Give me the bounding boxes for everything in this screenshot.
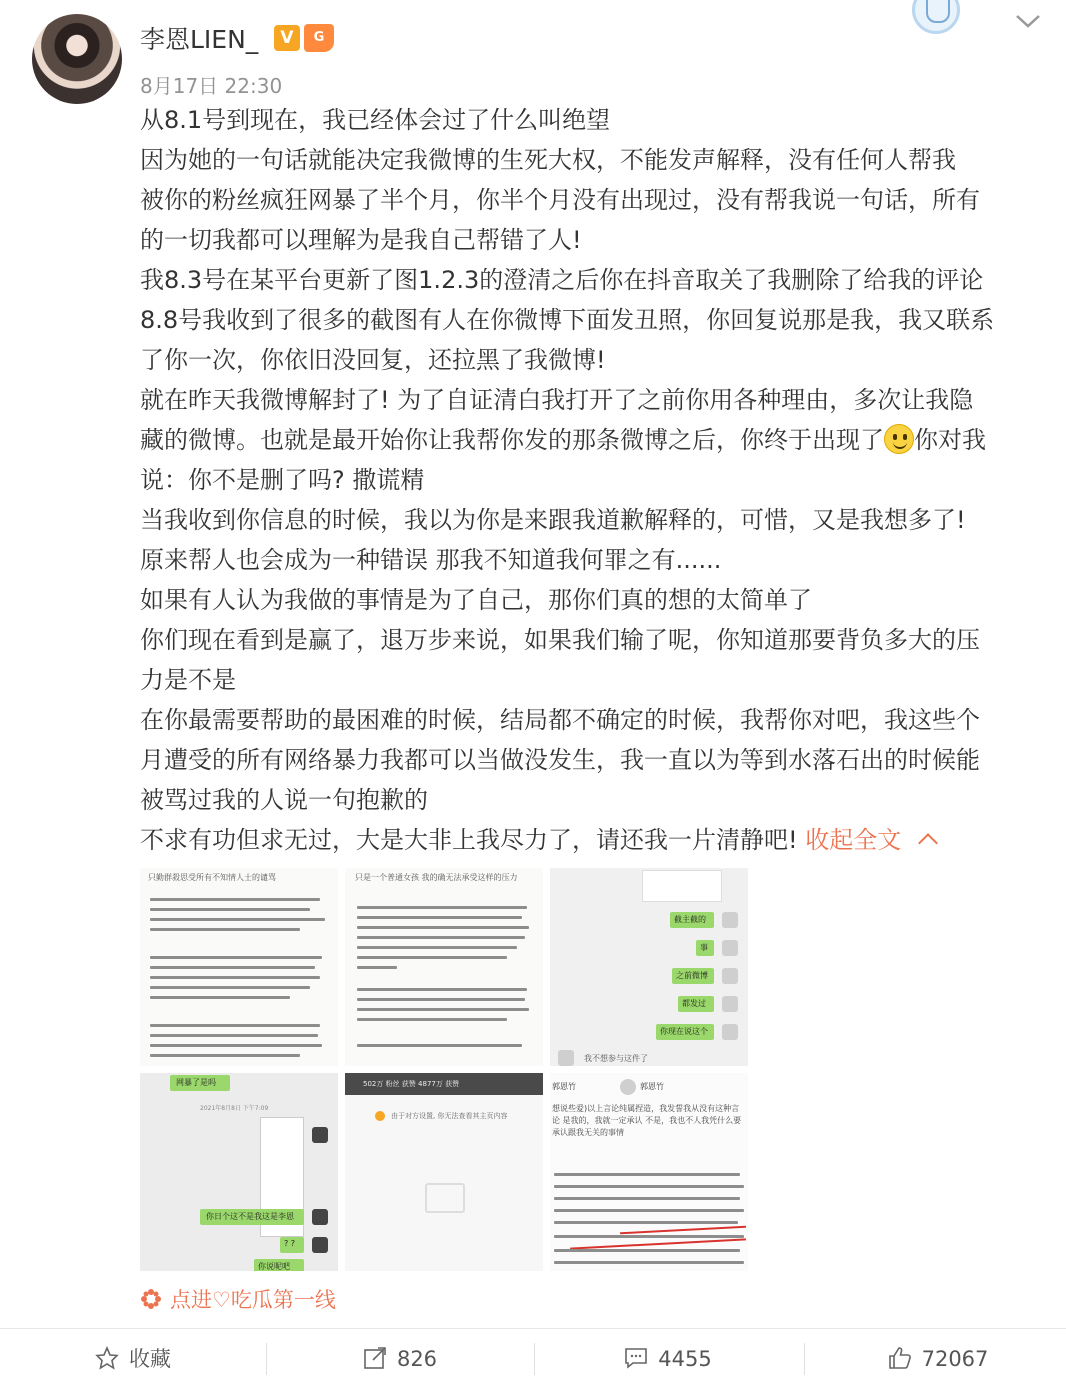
post-line: 了你一次，你依旧没回复，还拉黑了我微博!: [140, 346, 606, 374]
chat-bubble-text: 事: [700, 943, 708, 952]
chat-time: 2021年8月8日 下午7:09: [200, 1105, 269, 1112]
post-line: [140, 420, 1040, 460]
post-time: 8月17日 22:30: [140, 74, 283, 98]
image-thumbnail-3[interactable]: [550, 868, 748, 1066]
repost-icon: [363, 1346, 387, 1370]
post-line: 被你的粉丝疯狂网暴了半个月，你半个月没有出现过，没有帮我说一句话，所有: [140, 186, 980, 214]
action-toolbar: [0, 1328, 1066, 1388]
chat-bubble-text: 你现在说这个: [660, 1027, 708, 1036]
verified-icon: V: [274, 25, 300, 51]
chat-bubble-text: 都发过: [682, 999, 706, 1008]
chat-bubble-text: 你说呢吧: [258, 1262, 290, 1271]
post-line: 原来帮人也会成为一种错误 那我不知道我何罪之有......: [140, 546, 722, 574]
chevron-down-icon[interactable]: [1014, 10, 1042, 32]
image-thumbnail-6[interactable]: [550, 1073, 748, 1271]
image-thumbnail-1[interactable]: [140, 868, 338, 1066]
image-1-title: 只勤群殺思受所有不知情人士的谴骂: [148, 873, 276, 882]
post-line: 力是不是: [140, 666, 236, 694]
favorite-label: 收藏: [129, 1347, 171, 1371]
post-line: 在你最需要帮助的最困难的时候，结局都不确定的时候，我帮你对吧，我这些个: [140, 706, 980, 734]
favorite-button[interactable]: [0, 1329, 266, 1388]
smile-emoji-icon: [884, 424, 914, 454]
profile-stats: 502万 粉丝 获赞 4877万 获赞: [363, 1080, 460, 1088]
image-2-title: 只是一个普通女孩 我的确无法承受这样的压力: [355, 873, 518, 882]
chat-bubble-text: 之前微博: [676, 971, 708, 980]
comment-button[interactable]: [535, 1329, 801, 1388]
post-line: 当我收到你信息的时候，我以为你是来跟我道歉解释的，可惜，又是我想多了!: [140, 506, 966, 534]
post-line: [140, 820, 1040, 860]
chevron-up-icon[interactable]: [918, 833, 938, 853]
image-thumbnail-5[interactable]: [345, 1073, 543, 1271]
chat-bubble-text: ? ?: [284, 1239, 296, 1248]
username[interactable]: 李恩LIEN_: [140, 25, 259, 54]
thumbs-up-icon: [888, 1346, 912, 1370]
image-thumbnail-2[interactable]: [345, 868, 543, 1066]
post-line: 因为她的一句话就能决定我微博的生死大权，不能发声解释，没有任何人帮我: [140, 146, 956, 174]
post-content: [140, 100, 1040, 860]
repost-button[interactable]: [267, 1329, 533, 1388]
chat-bubble-text: 你日个这不是我这是李恩: [206, 1212, 294, 1221]
post-line: 被骂过我的人说一句抱歉的: [140, 786, 428, 814]
repost-count: 826: [396, 1347, 438, 1371]
comment-icon: [624, 1346, 648, 1370]
source-link[interactable]: [140, 1284, 336, 1314]
post-line: 月遭受的所有网络暴力我都可以当做没发生，我一直以为等到水落石出的时候能: [140, 746, 980, 774]
post-line: 就在昨天我微博解封了! 为了自证清白我打开了之前你用各种理由，多次让我隐: [140, 386, 974, 414]
image-6-name: 郭恩竹: [640, 1082, 664, 1091]
avatar[interactable]: [32, 14, 122, 104]
post-line: 我8.3号在某平台更新了图1.2.3的澄清之后你在抖音取关了我删除了给我的评论: [140, 266, 984, 294]
like-count: 72067: [921, 1347, 989, 1371]
chat-bubble-text: 截主截的: [674, 915, 706, 924]
source-label: 点进♡吃瓜第一线: [170, 1288, 336, 1312]
post-line: 的一切我都可以理解为是我自己帮错了人!: [140, 226, 582, 254]
chat-footer-text: 我不想参与这件了: [584, 1054, 648, 1063]
image-6-name: 郭恩竹: [552, 1082, 576, 1091]
chat-bubble-text: 网暴了是吗: [176, 1078, 216, 1087]
post-line-part: 你对我: [914, 426, 986, 454]
profile-notice: 由于对方设置, 你无法查看其主页内容: [391, 1112, 508, 1120]
image-6-text: 想说些爱)以上言论纯属捏造，我发誓我从没有这种言论 是我的，我就一定承认 不是，我也不人我凭什么要承认跟我无关的事情: [552, 1104, 742, 1137]
comment-count: 4455: [658, 1347, 712, 1371]
post-header: [0, 0, 1066, 110]
image-thumbnail-4[interactable]: [140, 1073, 338, 1271]
post-line: 说：你不是删了吗? 撒谎精: [140, 466, 425, 494]
star-icon: [95, 1346, 119, 1370]
post-line-part: 藏的微博。也就是最开始你让我帮你发的那条微博之后，你终于出现了: [140, 426, 884, 454]
like-button[interactable]: [805, 1329, 1066, 1388]
post-line: 你们现在看到是赢了，退万步来说，如果我们输了呢，你知道那要背负多大的压: [140, 626, 980, 654]
collapse-text-link[interactable]: 收起全文: [805, 826, 902, 854]
post-line-part: 不求有功但求无过，大是大非上我尽力了，请还我一片清静吧!: [140, 826, 806, 854]
post-line: 8.8号我收到了很多的截图有人在你微博下面发丑照，你回复说那是我，我又联系: [140, 306, 995, 334]
post-line: 如果有人认为我做的事情是为了自己，那你们真的想的太简单了: [140, 586, 812, 614]
level-badge-icon: G: [304, 24, 334, 52]
image-grid: [140, 868, 750, 1272]
post-line: 从8.1号到现在，我已经体会过了什么叫绝望: [140, 106, 611, 134]
club-badge-icon: [912, 0, 960, 34]
flower-icon: [140, 1288, 162, 1310]
